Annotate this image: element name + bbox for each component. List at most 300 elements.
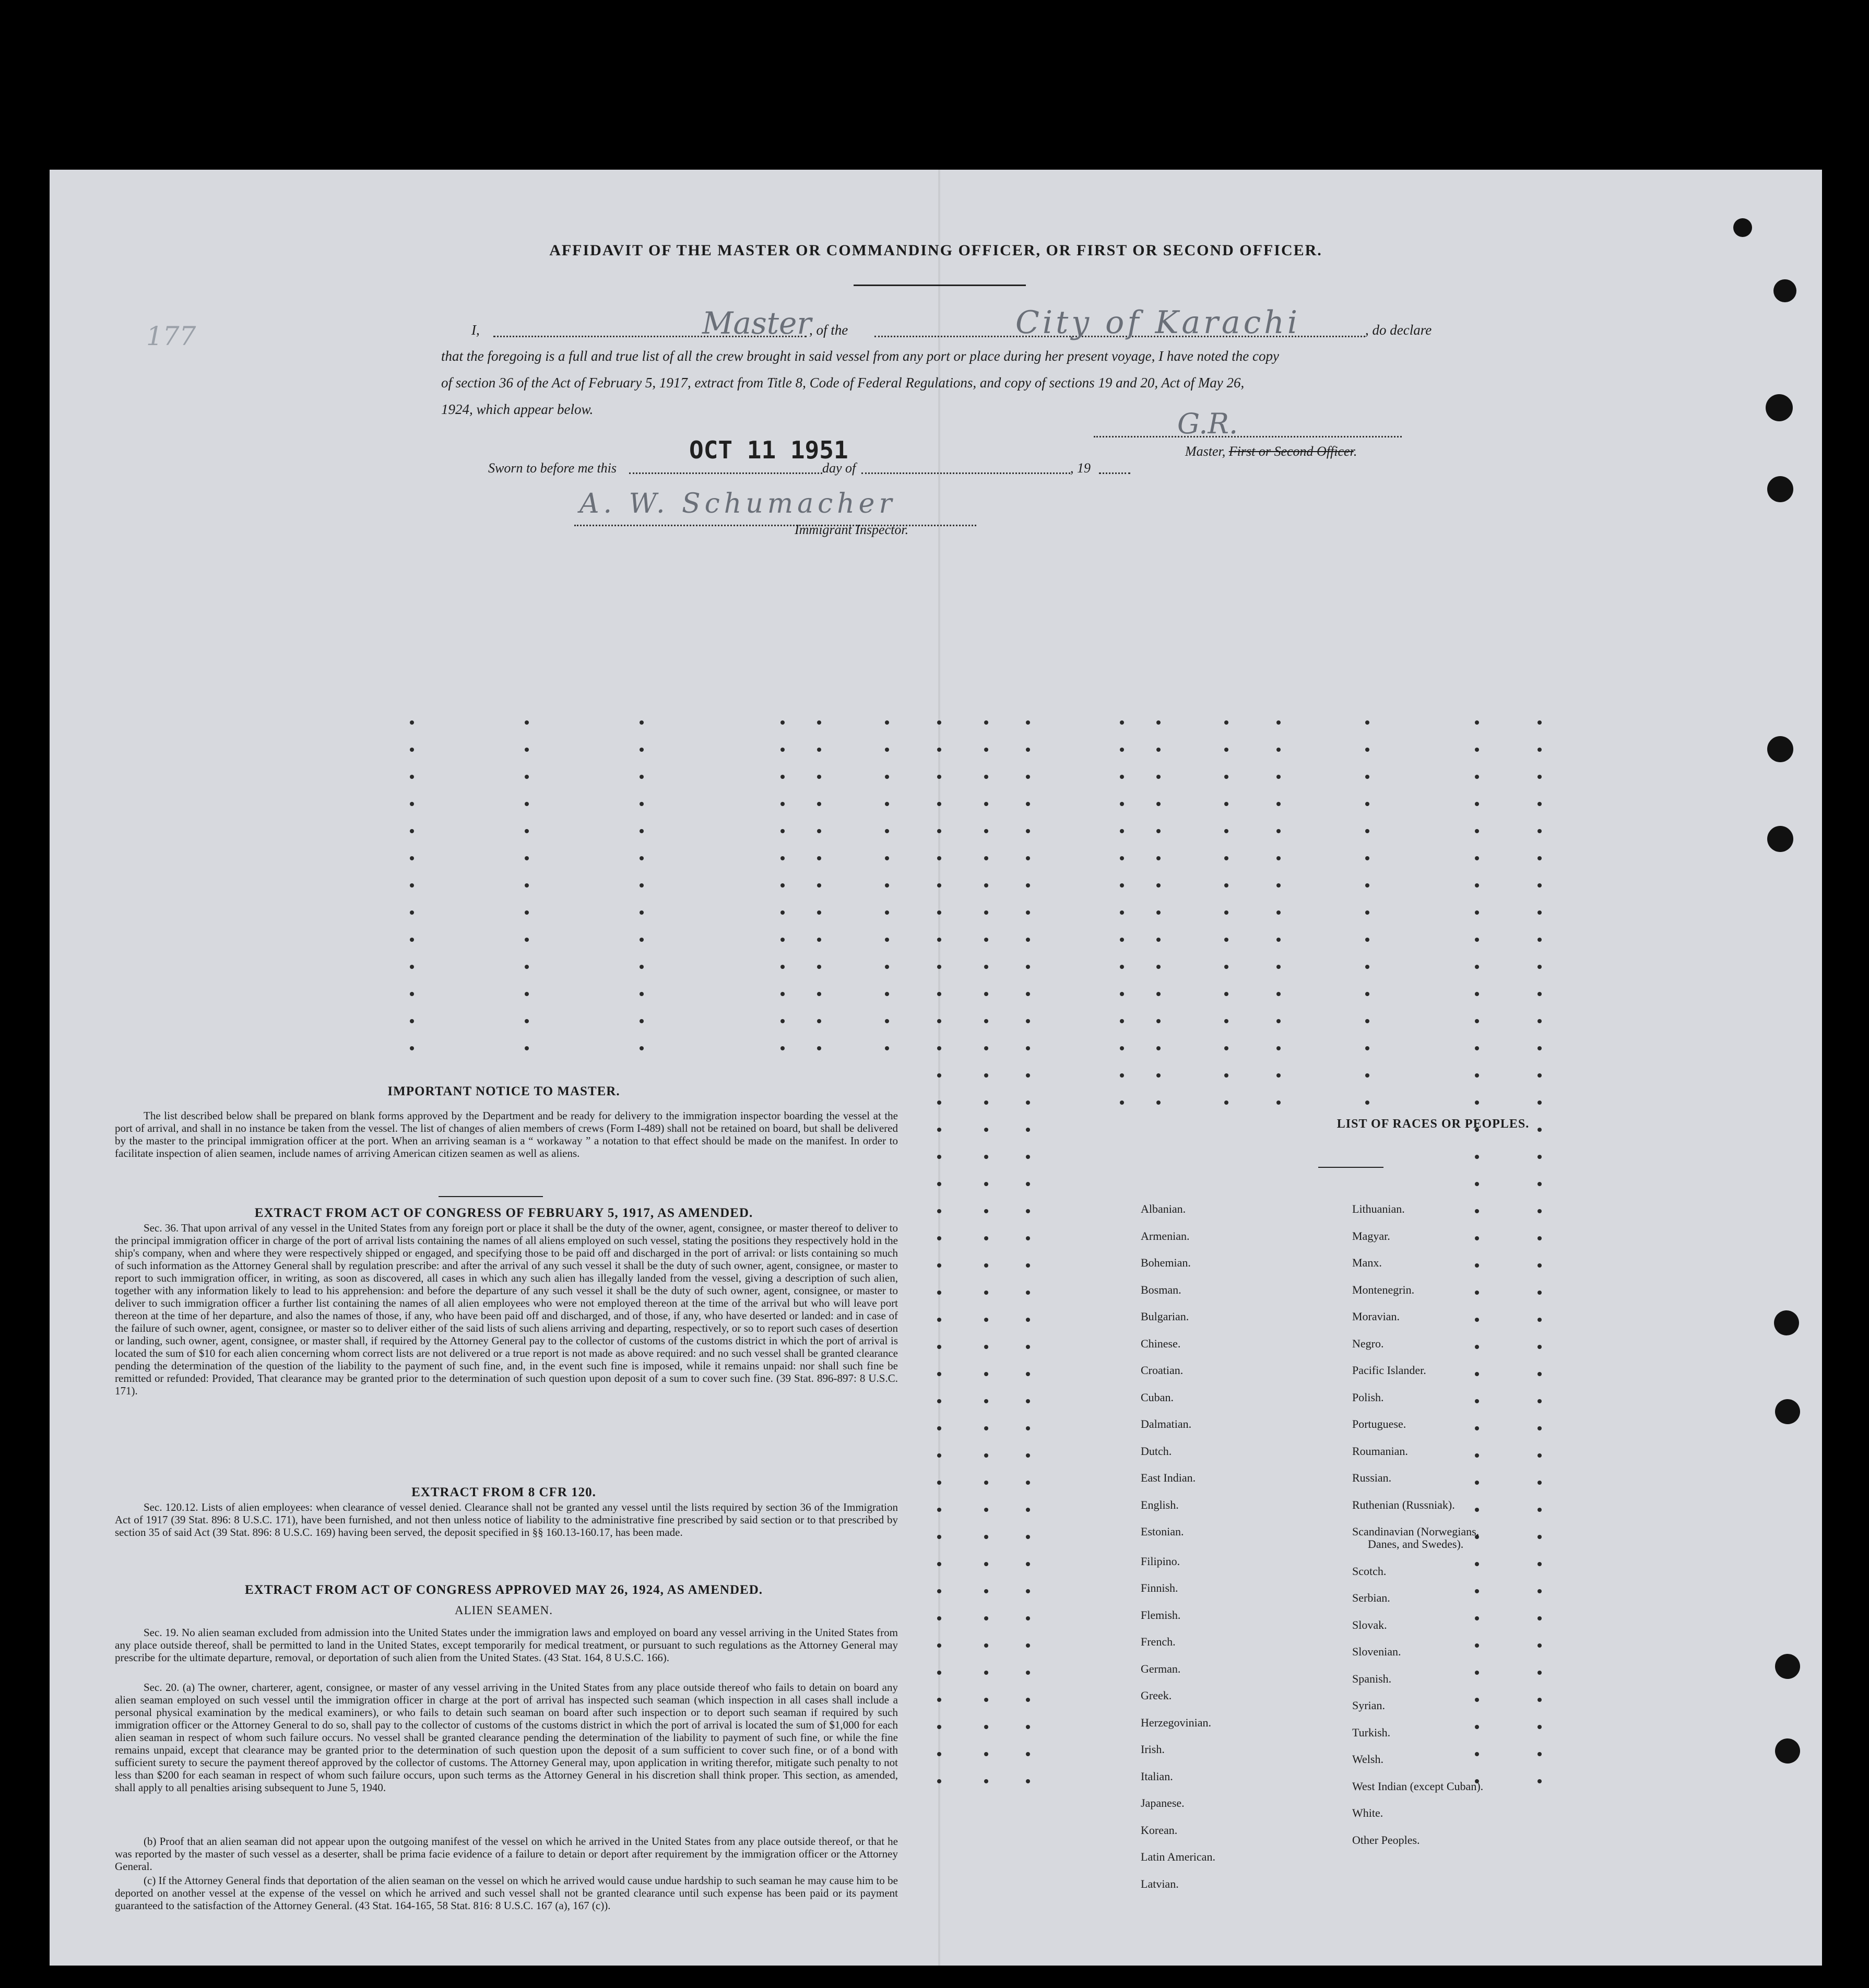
extract-8cfr-title: EXTRACT FROM 8 CFR 120.: [411, 1485, 596, 1499]
race-item: Latvian.: [1141, 1877, 1179, 1890]
race-item: Negro.: [1352, 1336, 1384, 1350]
list-dot: [937, 775, 941, 779]
list-dot: [1475, 1671, 1479, 1675]
extract-1917-body: Sec. 36. That upon arrival of any vessel in the United States from any foreign port or place it shall be the duty of the owner, agent, consignee, or master thereof to deliver to the principal immigration officer in charge of the port of arrival lists containing the names of all aliens employed on such vessel, stating the positions they respectively hold in the ship's company, when and where they were respectively shipped or engaged, and specifying those to be paid off and discharged in the port of arrival: or lists containing so much of such information as the Attorney General shall by regulation prescribe: and after the arrival of any such vessel it shall be the duty of such owner, agent, consignee, or master to report to such immigration officer, in writing, as soon as discovered, all cases in which any such alien has illegally landed from the vessel, giving a description of such alien, together with any information likely to lead to his apprehension: and before the departure of any such vessel it shall be the duty of such owner, agent, consignee, or master to deliver to such immigration officer a further list containing the names of all alien employees who were not employed thereon at the time of the arrival but who will leave port thereon at the time of her departure, and also the names of those, if any, who have been paid off and discharged, and of those, if any, who have deserted or landed: and in case of the failure of such owner, agent, consignee, or master so to deliver either of the said lists of such aliens arriving and departing, respectively, or so to report such cases of desertion or landing, such owner, agent, consignee, or master shall, if required by the Attorney General pay to the collector of customs of the customs district in which the port of arrival is located the sum of $10 for each alien concerning whom correct lists are not delivered or a true report is not made as above required: and no such vessel shall be granted clearance pending the determination of the question of the liability to the payment of such fine, and, in the event such fine is imposed, while it remains unpaid: nor shall such fine be remitted or refunded: Provided, That clearance may be granted prior to the determination of such question upon deposit of a sum to cover such fine. (39 Stat. 896-897: 8 U.S.C. 171).: [115, 1222, 898, 1397]
list-dot: [937, 1263, 941, 1268]
list-dot: [1276, 965, 1281, 969]
list-dot: [1120, 720, 1124, 725]
list-dot: [1475, 1263, 1479, 1268]
list-dot: [817, 775, 821, 779]
race-item: Latin American.: [1141, 1850, 1215, 1863]
list-dot: [1026, 1562, 1030, 1566]
list-dot: [1537, 1046, 1542, 1050]
list-dot: [984, 775, 988, 779]
race-item: Portuguese.: [1352, 1417, 1406, 1430]
race-item: Scandinavian (Norwegians,: [1352, 1525, 1480, 1538]
sworn-day-line: [629, 472, 822, 474]
list-dot: [1475, 802, 1479, 806]
list-dot: [984, 1263, 988, 1268]
list-dot: [1026, 1155, 1030, 1159]
list-dot: [937, 1236, 941, 1240]
list-dot: [937, 1318, 941, 1322]
list-dot: [1365, 1019, 1369, 1023]
list-dot: [1026, 1535, 1030, 1539]
list-dot: [1120, 1046, 1124, 1050]
list-dot: [1475, 910, 1479, 915]
list-dot: [1537, 1671, 1542, 1675]
list-dot: [937, 1209, 941, 1213]
race-item: Finnish.: [1141, 1581, 1178, 1594]
list-dot: [1276, 938, 1281, 942]
punch-hole: [1767, 736, 1793, 762]
list-dot: [1026, 802, 1030, 806]
list-dot: [937, 1481, 941, 1485]
officer-caption: [1185, 444, 1357, 459]
list-dot: [937, 1372, 941, 1376]
list-dot: [984, 1643, 988, 1648]
notice-divider: [439, 1196, 543, 1197]
list-dot: [640, 720, 644, 725]
race-item: Spanish.: [1352, 1672, 1392, 1685]
list-dot: [1537, 1453, 1542, 1458]
list-dot: [1156, 829, 1161, 833]
list-dot: [1365, 965, 1369, 969]
race-item: East Indian.: [1141, 1471, 1196, 1484]
list-dot: [1537, 775, 1542, 779]
list-dot: [885, 802, 889, 806]
list-dot: [1156, 910, 1161, 915]
sworn-label: Sworn to before me this: [488, 460, 617, 476]
list-dot: [937, 1589, 941, 1593]
punch-hole: [1766, 394, 1793, 421]
list-dot: [984, 1100, 988, 1105]
list-dot: [1026, 1318, 1030, 1322]
list-dot: [1475, 1453, 1479, 1458]
list-dot: [1026, 1725, 1030, 1729]
list-dot: [984, 1779, 988, 1783]
list-dot: [1537, 829, 1542, 833]
race-item: Chinese.: [1141, 1336, 1181, 1350]
inspector-signature-line: [574, 525, 976, 526]
officer-caption-master: Master,: [1185, 444, 1229, 459]
list-dot: [1537, 1209, 1542, 1213]
master-signature-line: [1094, 436, 1402, 437]
list-dot: [1276, 720, 1281, 725]
list-dot: [885, 775, 889, 779]
race-item: Polish.: [1352, 1390, 1384, 1404]
list-dot: [1120, 748, 1124, 752]
list-dot: [525, 856, 529, 860]
list-dot: [1475, 1481, 1479, 1485]
list-dot: [1475, 1291, 1479, 1295]
do-declare-label: , do declare: [1365, 322, 1432, 338]
list-dot: [1276, 1100, 1281, 1105]
list-dot: [640, 748, 644, 752]
race-item: Lithuanian.: [1352, 1202, 1405, 1215]
list-dot: [937, 1399, 941, 1403]
list-dot: [984, 1589, 988, 1593]
list-dot: [984, 965, 988, 969]
notice-title: IMPORTANT NOTICE TO MASTER.: [387, 1084, 620, 1098]
sworn-year-line: [1099, 472, 1130, 474]
list-dot: [817, 992, 821, 996]
list-dot: [984, 992, 988, 996]
list-dot: [1026, 1698, 1030, 1702]
list-dot: [1026, 1019, 1030, 1023]
list-dot: [885, 720, 889, 725]
list-dot: [984, 1318, 988, 1322]
year-prefix: , 19: [1070, 460, 1091, 476]
list-dot: [1365, 720, 1369, 725]
race-item: French.: [1141, 1635, 1176, 1648]
list-dot: [1475, 1046, 1479, 1050]
race-item: Other Peoples.: [1352, 1833, 1420, 1847]
race-item: Magyar.: [1352, 1229, 1390, 1242]
master-signature[interactable]: G.R.: [1177, 407, 1238, 440]
list-dot: [984, 1725, 988, 1729]
race-item: Herzegovinian.: [1141, 1715, 1211, 1729]
list-dot: [525, 1046, 529, 1050]
list-dot: [525, 775, 529, 779]
marginal-note: 177: [146, 321, 196, 351]
list-dot: [1026, 1399, 1030, 1403]
list-dot: [984, 1453, 988, 1458]
list-dot: [1475, 856, 1479, 860]
list-dot: [1537, 938, 1542, 942]
list-dot: [1537, 802, 1542, 806]
list-dot: [410, 992, 414, 996]
list-dot: [640, 1019, 644, 1023]
list-dot: [817, 802, 821, 806]
list-dot: [1537, 1263, 1542, 1268]
list-dot: [1026, 1345, 1030, 1349]
list-dot: [984, 1372, 988, 1376]
extract-1924-sec20c: (c) If the Attorney General finds that deportation of the alien seaman on the vessel on which he arrived would cause undue hardship to such seaman he may cause him to be deported on another vessel at the expense of the vessel on which he arrived and such vessel shall not be granted clearance until such expense has been paid or its payment guaranteed to the satisfaction of the Attorney General. (43 Stat. 164-165, 58 Stat. 816: 8 U.S.C. 167 (a), 167 (c)).: [115, 1874, 898, 1912]
list-dot: [817, 1019, 821, 1023]
list-dot: [984, 1345, 988, 1349]
list-dot: [1475, 992, 1479, 996]
race-item: Armenian.: [1141, 1229, 1190, 1242]
list-dot: [640, 992, 644, 996]
date-stamp: OCT 11 1951: [689, 436, 848, 464]
list-dot: [410, 965, 414, 969]
list-dot: [1224, 748, 1228, 752]
list-dot: [937, 883, 941, 888]
race-item: Flemish.: [1141, 1608, 1181, 1622]
list-dot: [1276, 883, 1281, 888]
list-dot: [1475, 775, 1479, 779]
list-dot: [984, 1073, 988, 1078]
race-item: Cuban.: [1141, 1390, 1174, 1404]
list-dot: [984, 1019, 988, 1023]
list-dot: [1475, 1209, 1479, 1213]
list-dot: [1120, 775, 1124, 779]
list-dot: [640, 965, 644, 969]
list-dot: [780, 965, 785, 969]
list-dot: [937, 1562, 941, 1566]
race-item: Korean.: [1141, 1823, 1178, 1837]
list-dot: [937, 1073, 941, 1078]
list-dot: [1224, 802, 1228, 806]
list-dot: [1224, 829, 1228, 833]
list-dot: [1365, 856, 1369, 860]
list-dot: [1026, 1291, 1030, 1295]
race-item: Serbian.: [1352, 1591, 1390, 1604]
list-dot: [1120, 883, 1124, 888]
list-dot: [885, 992, 889, 996]
list-dot: [1537, 1182, 1542, 1186]
list-dot: [937, 748, 941, 752]
list-dot: [1276, 1019, 1281, 1023]
list-dot: [1537, 1073, 1542, 1078]
list-dot: [525, 829, 529, 833]
race-item: West Indian (except Cuban).: [1352, 1779, 1484, 1793]
list-dot: [984, 1182, 988, 1186]
list-dot: [1026, 1182, 1030, 1186]
list-dot: [984, 1236, 988, 1240]
list-dot: [1537, 1752, 1542, 1756]
list-dot: [937, 1182, 941, 1186]
list-dot: [1365, 1100, 1369, 1105]
list-dot: [984, 1698, 988, 1702]
race-item: Slovenian.: [1352, 1645, 1401, 1658]
day-of-label: day of: [822, 460, 856, 476]
list-dot: [1156, 992, 1161, 996]
punch-hole: [1767, 476, 1793, 502]
list-dot: [1156, 1100, 1161, 1105]
list-dot: [1475, 1182, 1479, 1186]
race-item: Irish.: [1141, 1743, 1165, 1756]
list-dot: [1026, 1481, 1030, 1485]
list-dot: [525, 965, 529, 969]
list-dot: [640, 829, 644, 833]
vessel-handwritten[interactable]: City of Karachi: [1015, 304, 1301, 341]
list-dot: [525, 910, 529, 915]
race-item: Danes, and Swedes).: [1368, 1537, 1464, 1551]
list-dot: [1537, 1589, 1542, 1593]
list-dot: [984, 1128, 988, 1132]
race-item: Montenegrin.: [1352, 1283, 1415, 1296]
list-dot: [1026, 1263, 1030, 1268]
list-dot: [885, 829, 889, 833]
affidavit-form-page: [50, 170, 1822, 1966]
list-dot: [937, 1752, 941, 1756]
list-dot: [984, 1562, 988, 1566]
list-dot: [525, 720, 529, 725]
list-dot: [984, 1046, 988, 1050]
list-dot: [525, 1019, 529, 1023]
list-dot: [937, 1291, 941, 1295]
list-dot: [1537, 1318, 1542, 1322]
race-item: Scotch.: [1352, 1564, 1387, 1578]
list-dot: [1026, 992, 1030, 996]
list-dot: [817, 720, 821, 725]
race-item: Russian.: [1352, 1471, 1392, 1484]
list-dot: [780, 938, 785, 942]
list-dot: [1475, 1100, 1479, 1105]
list-dot: [984, 1426, 988, 1430]
list-dot: [410, 938, 414, 942]
list-dot: [1224, 992, 1228, 996]
list-dot: [410, 748, 414, 752]
list-dot: [984, 1155, 988, 1159]
list-dot: [1365, 1046, 1369, 1050]
list-dot: [1537, 1399, 1542, 1403]
list-dot: [937, 1046, 941, 1050]
list-dot: [885, 883, 889, 888]
list-dot: [410, 1046, 414, 1050]
list-dot: [1224, 910, 1228, 915]
list-dot: [1537, 1562, 1542, 1566]
list-dot: [410, 802, 414, 806]
race-item: Roumanian.: [1352, 1444, 1408, 1458]
list-dot: [937, 1426, 941, 1430]
list-dot: [1475, 883, 1479, 888]
list-dot: [937, 1616, 941, 1620]
sworn-month-line: [861, 472, 1070, 474]
list-dot: [1475, 1616, 1479, 1620]
list-dot: [1475, 938, 1479, 942]
list-dot: [1537, 1291, 1542, 1295]
list-dot: [937, 1508, 941, 1512]
list-dot: [1475, 829, 1479, 833]
list-dot: [780, 992, 785, 996]
list-dot: [984, 938, 988, 942]
race-item: German.: [1141, 1662, 1181, 1675]
list-dot: [1365, 802, 1369, 806]
race-item: Welsh.: [1352, 1753, 1383, 1766]
list-dot: [1475, 1073, 1479, 1078]
list-dot: [937, 1453, 941, 1458]
race-item: Greek.: [1141, 1689, 1172, 1702]
punch-hole: [1767, 826, 1793, 852]
list-dot: [780, 1046, 785, 1050]
list-dot: [1156, 1019, 1161, 1023]
of-the-label: , of the: [809, 322, 848, 338]
list-dot: [640, 802, 644, 806]
notice-body: The list described below shall be prepared on blank forms approved by the Department and be ready for delivery to the immigration inspector boarding the vessel at the port of arrival, and shall in no instance be taken from the vessel. The list of changes of alien members of crews (Form I-489) shall not be retained on board, but shall be delivered by the master to the principal immigration officer at the port. When an arriving seaman is a “ workaway ” a notation to that effect should be made on the manifest. In order to facilitate inspection of alien seamen, include names of arriving American citizen seamen as well as aliens.: [115, 1109, 898, 1159]
list-dot: [1026, 748, 1030, 752]
list-dot: [1026, 1453, 1030, 1458]
list-dot: [410, 856, 414, 860]
list-dot: [937, 1155, 941, 1159]
list-dot: [1026, 1508, 1030, 1512]
race-item: Croatian.: [1141, 1364, 1184, 1377]
list-dot: [1120, 829, 1124, 833]
race-item: Moravian.: [1352, 1310, 1400, 1323]
list-dot: [780, 775, 785, 779]
list-dot: [1224, 1100, 1228, 1105]
list-dot: [1475, 1589, 1479, 1593]
list-dot: [1026, 1209, 1030, 1213]
list-dot: [780, 1019, 785, 1023]
punch-hole: [1773, 279, 1796, 302]
race-item: Italian.: [1141, 1769, 1173, 1783]
list-dot: [1026, 829, 1030, 833]
list-dot: [1224, 775, 1228, 779]
list-dot: [410, 720, 414, 725]
list-dot: [1276, 748, 1281, 752]
list-dot: [817, 748, 821, 752]
extract-1924-subtitle: ALIEN SEAMEN.: [454, 1604, 553, 1617]
race-item: Bohemian.: [1141, 1256, 1191, 1269]
race-item: Pacific Islander.: [1352, 1364, 1426, 1377]
race-item: Japanese.: [1141, 1796, 1185, 1809]
list-dot: [1537, 1236, 1542, 1240]
list-dot: [780, 883, 785, 888]
page-crease: [938, 170, 940, 1966]
list-dot: [1026, 1372, 1030, 1376]
name-handwritten[interactable]: Master: [702, 305, 812, 341]
inspector-signature[interactable]: A. W. Schumacher: [579, 488, 896, 519]
list-dot: [984, 1399, 988, 1403]
list-dot: [817, 883, 821, 888]
race-item: Bulgarian.: [1141, 1310, 1189, 1323]
list-dot: [1156, 748, 1161, 752]
race-item: Manx.: [1352, 1256, 1382, 1269]
list-dot: [1120, 965, 1124, 969]
list-dot: [1475, 1236, 1479, 1240]
list-dot: [525, 992, 529, 996]
list-dot: [1026, 1643, 1030, 1648]
list-dot: [1537, 965, 1542, 969]
list-dot: [1537, 1481, 1542, 1485]
list-dot: [1026, 938, 1030, 942]
punch-hole: [1774, 1310, 1799, 1335]
list-dot: [937, 856, 941, 860]
list-dot: [1475, 1345, 1479, 1349]
list-dot: [410, 775, 414, 779]
list-dot: [984, 1508, 988, 1512]
list-dot: [1365, 992, 1369, 996]
list-dot: [937, 1535, 941, 1539]
list-dot: [1026, 1236, 1030, 1240]
list-dot: [1120, 1100, 1124, 1105]
list-dot: [1475, 748, 1479, 752]
list-dot: [1537, 1426, 1542, 1430]
list-dot: [640, 775, 644, 779]
list-dot: [1224, 965, 1228, 969]
list-dot: [885, 1019, 889, 1023]
list-dot: [1475, 1372, 1479, 1376]
race-item: Ruthenian (Russniak).: [1352, 1498, 1455, 1511]
list-dot: [1537, 1372, 1542, 1376]
list-dot: [1156, 965, 1161, 969]
list-dot: [1224, 856, 1228, 860]
list-dot: [410, 1019, 414, 1023]
list-dot: [410, 883, 414, 888]
list-dot: [984, 883, 988, 888]
list-dot: [640, 938, 644, 942]
list-dot: [984, 1481, 988, 1485]
list-dot: [1026, 1616, 1030, 1620]
race-item: Turkish.: [1352, 1725, 1391, 1739]
list-dot: [937, 1100, 941, 1105]
list-dot: [1120, 1073, 1124, 1078]
list-dot: [1475, 1019, 1479, 1023]
list-dot: [1475, 965, 1479, 969]
list-dot: [1224, 1073, 1228, 1078]
list-dot: [885, 856, 889, 860]
list-dot: [1026, 1671, 1030, 1675]
list-dot: [1224, 1046, 1228, 1050]
punch-hole: [1775, 1654, 1800, 1679]
list-dot: [1365, 748, 1369, 752]
list-dot: [1276, 910, 1281, 915]
list-dot: [1026, 1046, 1030, 1050]
list-dot: [984, 720, 988, 725]
extract-1924-title: EXTRACT FROM ACT OF CONGRESS APPROVED MAY 26, 1924, AS AMENDED.: [244, 1583, 763, 1597]
